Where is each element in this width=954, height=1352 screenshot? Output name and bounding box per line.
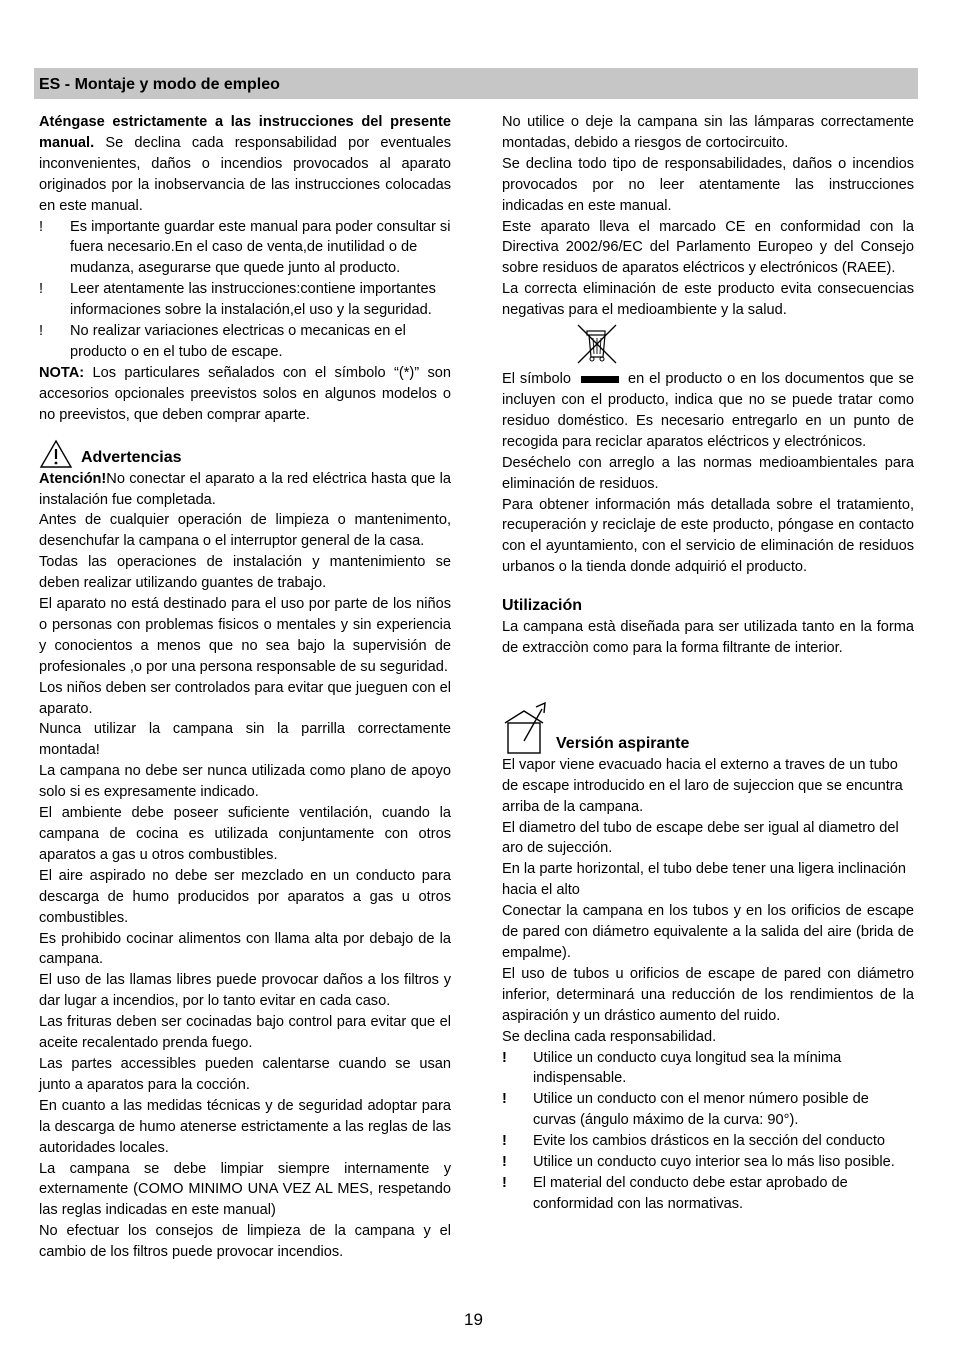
paragraph: Deséchelo con arreglo a las normas medioambientales para eliminación de residuos.: [502, 454, 914, 492]
paragraph: El ambiente debe poseer suficiente ventilación, cuando la campana de cocina es utilizada conjuntamente con otros aparatos a gas u otros combustibles.: [39, 805, 451, 863]
paragraph: El aparato no está destinado para el uso por parte de los niños o personas con problemas fisicos o mentales y sin experiencia y conocientos a menos que no sea bajo la supervisión de profesionales ,o por una persona responsable de su seguridad.: [39, 596, 451, 675]
paragraph: Todas las operaciones de instalación y mantenimiento se deben realizar utilizando guantes de trabajo.: [39, 554, 451, 592]
nota-paragraph: [39, 363, 451, 426]
list-item: [502, 1089, 914, 1131]
bullet-text: Es importante guardar este manual para poder consultar si fuera necesario.En el caso de venta,de inutilidad o de mudanza, asegurarse que quede junto al producto.: [70, 218, 451, 277]
list-item: [39, 321, 451, 363]
page-number: 19: [464, 1310, 483, 1329]
list-item: [502, 1048, 914, 1090]
bullet-mark: !: [39, 218, 44, 235]
paragraph: El vapor viene evacuado hacia el externo a traves de un tubo de escape introducido en el laro de sujeccion que se encuntra arriba de la campana.: [502, 756, 903, 815]
weee-icon-row: [502, 321, 914, 369]
paragraph: La campana no debe ser nunca utilizada como plano de apoyo solo si es expresamente indicado.: [39, 763, 451, 801]
intro-rest: Se declina cada responsabilidad por eventuales inconvenientes, daños o incendios provocados al aparato originados por la inobservancia de las instrucciones colocadas en este manual.: [39, 134, 451, 214]
house-vent-icon: [502, 701, 552, 755]
right-column: [502, 112, 914, 1215]
list-item: [502, 1152, 914, 1173]
bullet-text: Leer atentamente las instrucciones:contiene importantes informaciones sobre la instalación,el uso y la seguridad.: [70, 281, 436, 319]
nota-label: NOTA:: [39, 364, 85, 381]
bullet-mark: !: [502, 1154, 507, 1171]
list-item: [502, 1173, 914, 1215]
nota-text: Los particulares señalados con el símbolo “(*)” son accesorios opcionales preevistos solos en algunos modelos o no preevistos, que deben comprar aparte.: [39, 364, 451, 423]
list-item: [39, 217, 451, 280]
paragraph: Para obtener información más detallada sobre el tratamiento, recuperación y reciclaje de este producto, póngase en contacto con el ayuntamiento, con el servicio de eliminación de residuos urbanos o la tienda donde adquirió el producto.: [502, 496, 914, 576]
version-heading: [502, 699, 914, 755]
bullet-text: El material del conducto debe estar aprobado de conformidad con las normativas.: [533, 1174, 848, 1212]
section-title: ES - Montaje y modo de empleo: [39, 76, 280, 93]
atencion-text: No conectar el aparato a la red eléctrica hasta que la instalación fue completada.: [39, 470, 451, 508]
list-item: [502, 1131, 914, 1152]
bullet-mark: !: [502, 1049, 507, 1066]
paragraph: No efectuar los consejos de limpieza de la campana y el cambio de los filtros puede provocar incendios.: [39, 1223, 451, 1261]
paragraph: Se declina cada responsabilidad.: [502, 1028, 717, 1045]
utilizacion-text: La campana està diseñada para ser utilizada tanto en la forma de extracciòn como para la forma filtrante de interior.: [502, 619, 914, 656]
paragraph: El aire aspirado no debe ser mezclado en un conducto para descarga de humo producidos por aparatos a gas u otros combustibles.: [39, 867, 451, 926]
section-header: [34, 68, 918, 99]
bullet-text: Utilice un conducto cuya longitud sea la mínima indispensable.: [533, 1049, 842, 1087]
weee-bar-icon: [581, 376, 619, 383]
list-item: [39, 279, 451, 321]
paragraph: Las partes accessibles pueden calentarse cuando se usan junto a aparatos para la cocción.: [39, 1055, 451, 1093]
paragraph: Los niños deben ser controlados para evitar que jueguen con el aparato.: [39, 679, 451, 717]
simbolo-pre: El símbolo: [502, 371, 571, 388]
warning-icon: [39, 439, 73, 469]
paragraph: En cuanto a las medidas técnicas y de seguridad adoptar para la descarga de humo atenerse estrictamente a las reglas de las autoridades locales.: [39, 1097, 451, 1156]
bullet-text: Evite los cambios drásticos en la sección del conducto: [533, 1133, 886, 1150]
paragraph: El uso de las llamas libres puede provocar daños a los filtros y dar lugar a incendios, por lo tanto evitar en cada caso.: [39, 972, 451, 1010]
version-title: Versión aspirante: [556, 734, 690, 752]
bullet-mark: !: [39, 281, 44, 298]
paragraph: Las frituras deben ser cocinadas bajo control para evitar que el aceite recalentado prenda fuego.: [39, 1014, 451, 1052]
atencion-paragraph: [39, 469, 451, 511]
paragraph: No utilice o deje la campana sin las lámparas correctamente montadas, debido a riesgos de cortocircuito.: [502, 114, 914, 151]
paragraph: Este aparato lleva el marcado CE en conformidad con la Directiva 2002/96/EC del Parlamento Europeo y del Consejo sobre residuos de aparatos eléctricos y electrónicos (RAEE).: [502, 218, 914, 277]
utilizacion-title: Utilización: [502, 597, 583, 615]
bullet-text: No realizar variaciones electricas o mecanicas en el producto o en el tubo de escape.: [70, 323, 406, 360]
paragraph: Se declina todo tipo de responsabilidades, daños o incendios provocados por no leer atentamente las instrucciones indicadas en este manual.: [502, 155, 914, 214]
advertencias-title: Advertencias: [81, 448, 182, 466]
simbolo-post: en el producto o en los documentos que se incluyen con el producto, indica que no se puede tratar como residuo doméstico. Es necesario entregarlo en un punto de recogida para reciclar aparatos eléctricos y electrónicos.: [502, 371, 914, 450]
advertencias-heading: [39, 438, 451, 469]
bullet-text: Utilice un conducto cuyo interior sea lo más liso posible.: [533, 1154, 895, 1171]
paragraph: Antes de cualquier operación de limpieza o mantenimento, desenchufar la campana o el interruptor general de la casa.: [39, 512, 451, 550]
paragraph: Es prohibido cocinar alimentos con llama alta por debajo de la campana.: [39, 930, 451, 968]
atencion-label: Atención!: [39, 470, 107, 487]
intro-bold: Aténgase estrictamente a las instrucciones del presente manual.: [39, 114, 451, 151]
bullet-mark: !: [502, 1133, 507, 1150]
bullet-mark: !: [39, 323, 44, 340]
paragraph: En la parte horizontal, el tubo debe tener una ligera inclinación hacia el alto: [502, 861, 907, 899]
bullet-mark: !: [502, 1091, 507, 1108]
paragraph: Conectar la campana en los tubos y en los orificios de escape de pared con diámetro equivalente a la salida del aire (brida de empalme).: [502, 903, 914, 961]
paragraph: El uso de tubos u orificios de escape de pared con diámetro inferior, determinará una reducción de los rendimientos de la aspiración y un drástico aumento del ruido.: [502, 965, 914, 1024]
left-column: [39, 112, 451, 1263]
paragraph: La correcta eliminación de este producto evita consecuencias negativas para el medioambiente y la salud.: [502, 281, 914, 319]
bullet-text: Utilice un conducto con el menor número posible de curvas (ángulo máximo de la curva: 90°).: [533, 1091, 869, 1129]
crossed-bin-icon: [574, 321, 620, 367]
intro-paragraph: [39, 112, 451, 217]
simbolo-paragraph: [502, 369, 914, 453]
paragraph: Nunca utilizar la campana sin la parrilla correctamente montada!: [39, 721, 451, 759]
paragraph: El diametro del tubo de escape debe ser igual al diametro del aro de sujección.: [502, 819, 899, 857]
bullet-mark: !: [502, 1174, 507, 1191]
paragraph: La campana se debe limpiar siempre internamente y externamente (COMO MINIMO UNA VEZ AL MES, respetando las reglas indicadas en este manual): [39, 1160, 451, 1219]
